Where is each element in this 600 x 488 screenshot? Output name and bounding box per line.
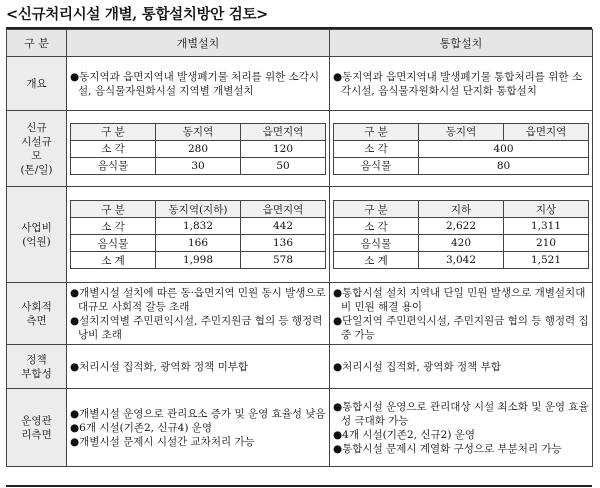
operation-individual <box>67 389 330 467</box>
cost-individual <box>67 187 330 283</box>
table-cell: 소 각 <box>71 140 156 157</box>
table-cell: 420 <box>419 235 504 252</box>
table-row <box>71 218 326 235</box>
cost-integrated <box>330 187 593 283</box>
table-cell: 1,521 <box>504 252 589 269</box>
policy-row <box>7 345 593 389</box>
table-cell: 음식물 <box>334 235 419 252</box>
header-category: 구 분 <box>7 30 67 57</box>
table-header: 읍면지역 <box>504 123 589 140</box>
table-row <box>334 235 589 252</box>
operation-label: 운영관 리측면 <box>7 389 67 467</box>
overview-row <box>7 57 593 111</box>
table-header: 구 분 <box>334 201 419 218</box>
table-cell: 1,832 <box>156 218 241 235</box>
table-cell: 120 <box>241 140 326 157</box>
table-header: 읍면지역 <box>241 201 326 218</box>
social-label: 사회적 측면 <box>7 283 67 345</box>
comparison-table <box>6 29 593 467</box>
cost-integrated-table <box>333 200 589 269</box>
table-row <box>334 252 589 269</box>
table-cell: 음식물 <box>334 157 419 174</box>
table-cell: 2,622 <box>419 218 504 235</box>
table-header: 구 분 <box>71 201 156 218</box>
overview-integrated-text: ●동지역과 읍면지역내 발생폐기물 통합처리를 위한 소각시설, 음식물자원화시설 단지화 통합설치 <box>333 70 582 97</box>
list-item: ●통합시설 운영으로 관리대상 시설 최소화 및 운영 효율성 극대화 가능 <box>333 400 589 427</box>
table-cell: 166 <box>156 235 241 252</box>
table-cell: 소 각 <box>334 218 419 235</box>
table-header: 지상 <box>504 201 589 218</box>
list-item: ●통합시설 문제시 계열화 구성으로 부분처리 가능 <box>333 442 562 455</box>
header-integrated: 통합설치 <box>330 30 593 57</box>
overview-integrated <box>330 57 593 111</box>
capacity-row <box>7 111 593 187</box>
cost-label: 사업비 (억원) <box>7 187 67 283</box>
list-item: ●개별시설 운영으로 관리요소 증가 및 운영 효율성 낮음 <box>70 407 326 420</box>
overview-label: 개요 <box>7 57 67 111</box>
list-item: ●처리시설 집적화, 광역화 정책 미부합 <box>70 360 248 373</box>
overview-individual <box>67 57 330 111</box>
capacity-integrated-table <box>333 123 589 175</box>
comparison-table-frame <box>6 27 592 487</box>
table-header: 지하 <box>419 201 504 218</box>
table-cell: 1,998 <box>156 252 241 269</box>
table-cell: 소 계 <box>334 252 419 269</box>
table-header: 동지역(지하) <box>156 201 241 218</box>
table-cell: 280 <box>156 140 241 157</box>
list-item: ●처리시설 집적화, 광역화 정책 부합 <box>333 360 501 373</box>
table-cell: 음식물 <box>71 235 156 252</box>
overview-individual-text: ●동지역과 읍면지역내 발생폐기물 처리를 위한 소각시설, 음식물자원화시설 지역별 개별설치 <box>70 70 319 97</box>
table-cell: 1,311 <box>504 218 589 235</box>
table-row <box>71 252 326 269</box>
header-row <box>7 30 593 57</box>
capacity-individual-table <box>70 123 326 175</box>
table-cell: 3,042 <box>419 252 504 269</box>
social-individual <box>67 283 330 345</box>
table-cell: 210 <box>504 235 589 252</box>
list-item: ●4개 시설(기존2, 신규2) 운영 <box>333 428 476 441</box>
table-row <box>71 157 326 174</box>
operation-row <box>7 389 593 467</box>
list-item: ●개별시설 문제시 시설간 교차처리 가능 <box>70 435 255 448</box>
table-row <box>334 218 589 235</box>
capacity-individual <box>67 111 330 187</box>
list-item: ●단일지역 주민편익시설, 주민지원금 협의 등 행정력 집중 가능 <box>333 314 589 341</box>
social-integrated <box>330 283 593 345</box>
table-cell: 소 계 <box>71 252 156 269</box>
table-cell: 400 <box>419 140 589 157</box>
policy-individual <box>67 345 330 389</box>
social-row <box>7 283 593 345</box>
table-row <box>334 157 589 174</box>
list-item: ●설치지역별 주민편익시설, 주민지원금 협의 등 행정력 낭비 초래 <box>70 314 323 341</box>
cost-individual-table <box>70 200 326 269</box>
table-cell: 음식물 <box>71 157 156 174</box>
table-header: 구 분 <box>71 123 156 140</box>
table-cell: 소 각 <box>334 140 419 157</box>
operation-integrated <box>330 389 593 467</box>
capacity-integrated <box>330 111 593 187</box>
capacity-label: 신규 시설규 모 (톤/일) <box>7 111 67 187</box>
list-item: ●6개 시설(기존2, 신규4) 운영 <box>70 421 213 434</box>
page-title: <신규처리시설 개별, 통합설치방안 검토> <box>6 6 269 23</box>
table-row <box>71 140 326 157</box>
table-cell: 578 <box>241 252 326 269</box>
list-item: ●통합시설 설치 지역내 단일 민원 발생으로 개별설치대비 민원 해결 용이 <box>333 286 586 313</box>
table-header: 동지역 <box>419 123 504 140</box>
table-cell: 80 <box>419 157 589 174</box>
table-row <box>334 140 589 157</box>
table-cell: 442 <box>241 218 326 235</box>
table-header: 구 분 <box>334 123 419 140</box>
table-cell: 30 <box>156 157 241 174</box>
policy-label: 정책 부합성 <box>7 345 67 389</box>
table-cell: 50 <box>241 157 326 174</box>
list-item: ●개별시설 설치에 따른 동·읍면지역 민원 동시 발생으로 대규모 사회적 갈등 초래 <box>70 286 326 313</box>
table-header: 읍면지역 <box>241 123 326 140</box>
policy-integrated <box>330 345 593 389</box>
table-row <box>71 235 326 252</box>
table-cell: 136 <box>241 235 326 252</box>
table-cell: 소 각 <box>71 218 156 235</box>
header-individual: 개별설치 <box>67 30 330 57</box>
cost-row <box>7 187 593 283</box>
table-header: 동지역 <box>156 123 241 140</box>
